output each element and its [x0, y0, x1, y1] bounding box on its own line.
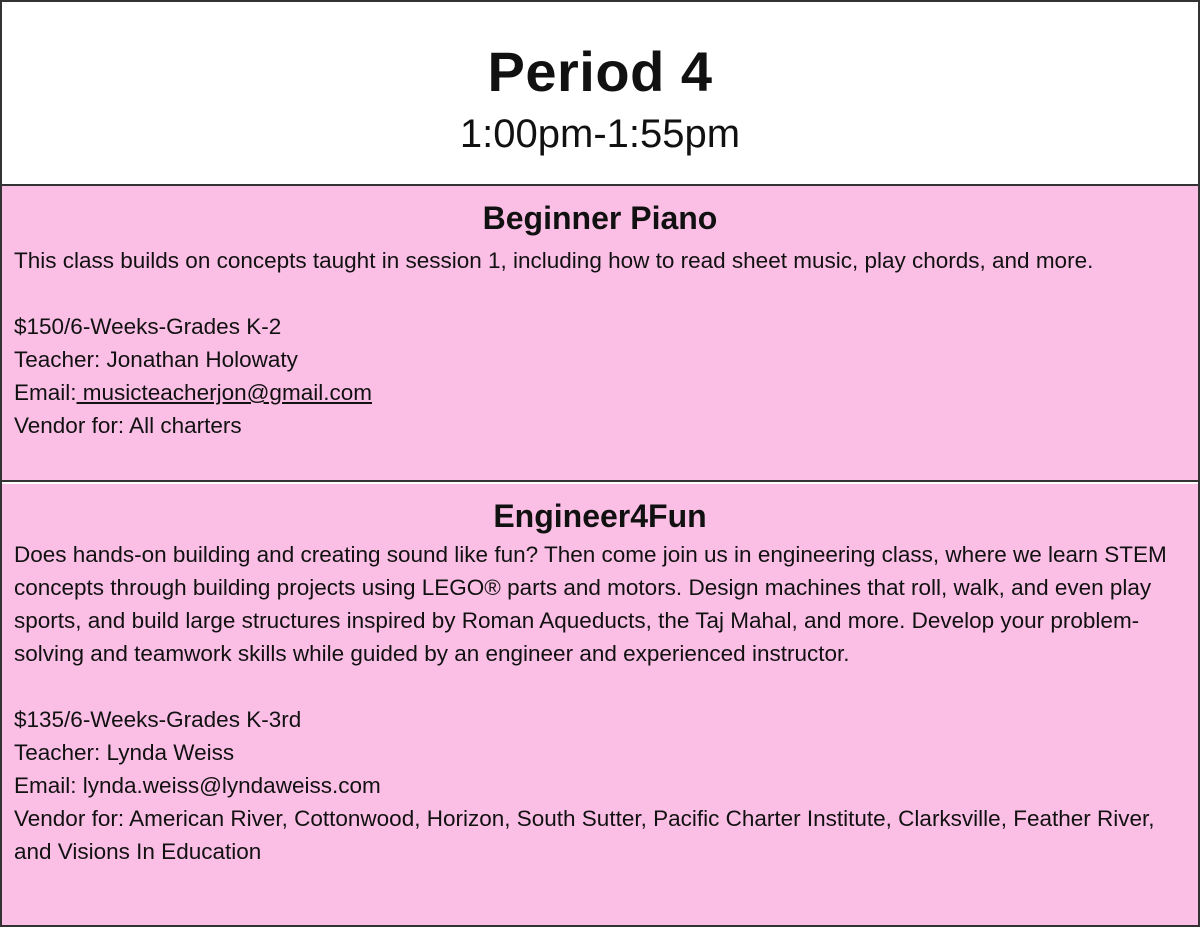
- class-description: Does hands-on building and creating sound like fun? Then come join us in engineering class, where we learn STEM concepts through building projects using LEGO® parts and motors. Design machines that roll, walk, and even play sports, and build large structures inspired by Roman Aqueducts, the Taj Mahal, and more. Develop your problem-solving and teamwork skills while guided by an engineer and experienced instructor.: [14, 542, 1167, 666]
- email-label: Email:: [14, 380, 77, 405]
- class-vendor: Vendor for: All charters: [14, 413, 242, 438]
- class-price: $150/6-Weeks-Grades K-2: [14, 314, 282, 339]
- class-teacher: Teacher: Jonathan Holowaty: [14, 347, 298, 372]
- spacer: [14, 670, 1186, 703]
- class-details: [14, 538, 1186, 868]
- class-title: Engineer4Fun: [493, 498, 707, 534]
- spacer: [14, 277, 1186, 310]
- class-price: $135/6-Weeks-Grades K-3rd: [14, 707, 302, 732]
- class-email: Email: lynda.weiss@lyndaweiss.com: [14, 773, 381, 798]
- page-title: Period 4: [487, 40, 713, 103]
- class-teacher: Teacher: Lynda Weiss: [14, 740, 235, 765]
- class-section-beginner-piano: [2, 186, 1198, 482]
- class-section-engineer4fun: [2, 484, 1198, 925]
- period-header: [2, 2, 1198, 186]
- email-link[interactable]: musicteacherjon@gmail.com: [76, 380, 372, 405]
- period-time: 1:00pm-1:55pm: [459, 112, 741, 156]
- class-title: Beginner Piano: [482, 200, 718, 236]
- class-email-line: [14, 376, 1186, 409]
- class-vendor: Vendor for: American River, Cottonwood, Horizon, South Sutter, Pacific Charter Institute, Clarksville, Feather River, and Visions In Education: [14, 806, 1155, 864]
- class-details: [14, 244, 1186, 442]
- class-description: This class builds on concepts taught in session 1, including how to read sheet music, play chords, and more.: [14, 248, 1094, 273]
